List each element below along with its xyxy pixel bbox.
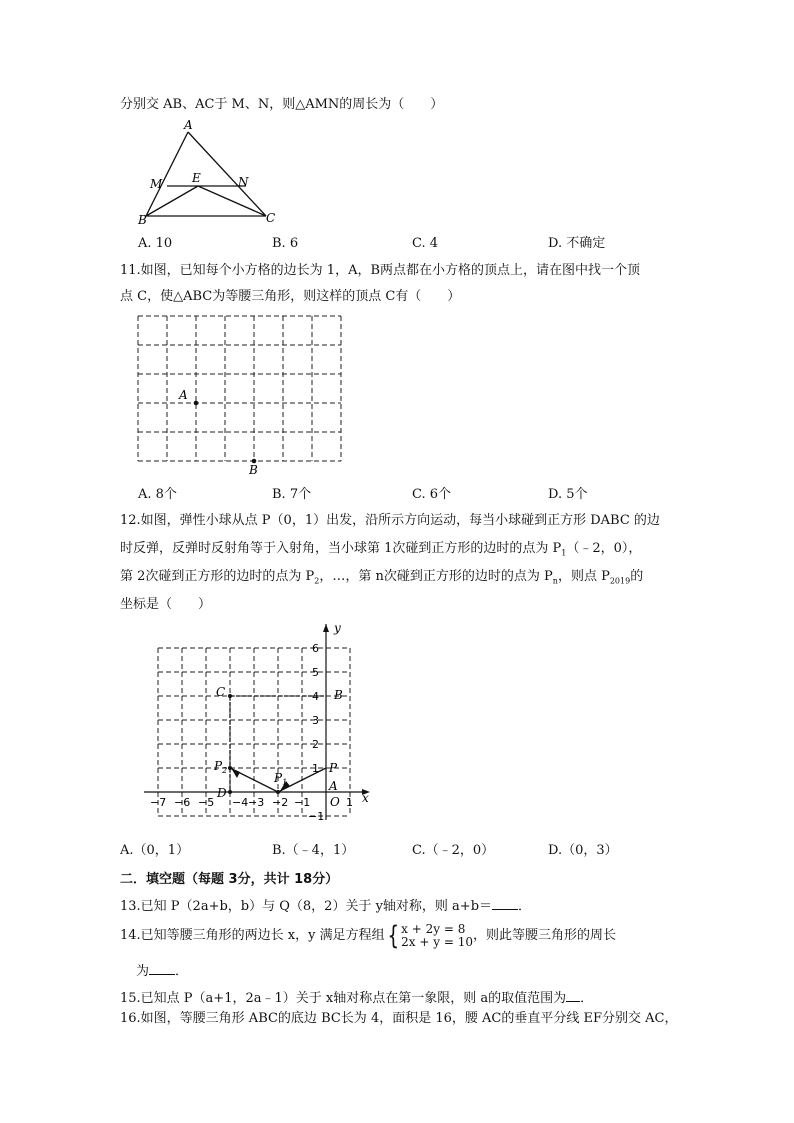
q15 xyxy=(120,989,593,1008)
q12-option-a: A.（0，1） xyxy=(120,843,190,858)
q12-xtick: −1 xyxy=(294,796,311,809)
q12-label-b: B xyxy=(334,688,343,702)
q12-line3-text-d: 的 xyxy=(630,569,644,584)
q10-label-n: N xyxy=(238,175,249,189)
q12-label-p2 xyxy=(213,759,227,775)
q10-option-a: A. 10 xyxy=(138,236,173,251)
q12-line4: 坐标是（ ） xyxy=(120,597,212,612)
q12-line2-coord: （﹣2，0）， xyxy=(566,541,642,556)
q12-ytick: −1 xyxy=(308,810,325,823)
q14-text-b: ，则此等腰三角形的周长 xyxy=(473,928,617,943)
q11-grid-figure xyxy=(138,316,344,478)
q14-line2 xyxy=(136,962,188,981)
q12-xtick: −3 xyxy=(248,796,265,809)
brace-icon: { xyxy=(387,920,399,951)
q13-end: ． xyxy=(518,899,532,914)
q11-option-c: C. 6个 xyxy=(412,487,452,502)
q12-line3-text-b: ，…，第 n次碰到正方形的边时的点为 P xyxy=(319,569,553,584)
q12-ytick: 5 xyxy=(312,666,319,679)
q12-line2 xyxy=(120,540,641,563)
q12-xtick: −4 xyxy=(232,796,249,809)
q10-label-a: A xyxy=(184,118,193,132)
q12-line3-text-a: 第 2次碰到正方形的边时的点为 P xyxy=(120,569,315,584)
q11-option-b: B. 7个 xyxy=(272,487,312,502)
q12-label-p1-text: P xyxy=(274,771,283,785)
q10-label-b: B xyxy=(138,213,147,227)
q14-equation-system xyxy=(385,920,473,951)
q12-line1: 12.如图，弹性小球从点 P（0，1）出发，沿所示方向运动，每当小球碰到正方形 DABC 的边 xyxy=(120,513,660,528)
q10-label-e: E xyxy=(192,171,201,185)
q12-line2-sub: 1 xyxy=(561,548,567,558)
q14-answer-blank[interactable] xyxy=(149,962,175,975)
q12-line3-sub1: 2 xyxy=(314,576,320,586)
q12-xtick: −7 xyxy=(150,796,167,809)
q12-label-p1 xyxy=(273,771,287,787)
q15-text: 15.已知点 P（a+1，2a﹣1）关于 x轴对称点在第一象限，则 a的取值范围为 xyxy=(120,991,567,1006)
q12-xtick: −6 xyxy=(174,796,191,809)
q11-line2: 点 C，使△ABC为等腰三角形，则这样的顶点 C有（ ） xyxy=(120,289,461,304)
q12-xtick: −5 xyxy=(198,796,215,809)
q12-axis-x-label: x xyxy=(362,791,369,805)
q12-line2-text: 时反弹，反弹时反射角等于入射角，当小球第 1次碰到正方形的边时的点为 P xyxy=(120,541,562,556)
q10-label-m: M xyxy=(150,177,163,191)
q16: 16.如图，等腰三角形 ABC的底边 BC长为 4，面积是 16，腰 AC的垂直平分线 EF分别交 AC， xyxy=(120,1011,678,1026)
q12-label-d: D xyxy=(217,786,227,800)
q12-line3-sub3: 2019 xyxy=(609,576,631,586)
q11-point-a xyxy=(194,401,199,406)
q13-answer-blank[interactable] xyxy=(492,897,518,910)
q12-xtick: −2 xyxy=(272,796,289,809)
q10-label-c: C xyxy=(266,211,276,225)
q15-answer-blank[interactable] xyxy=(566,989,580,1002)
q12-label-p2-text: P xyxy=(214,759,223,773)
q15-end: ． xyxy=(580,991,594,1006)
q10-option-d: D. 不确定 xyxy=(548,236,606,251)
q11-option-a: A. 8个 xyxy=(138,487,177,502)
section-title: 二．填空题（每题 3分，共计 18分） xyxy=(120,872,339,887)
q10-option-b: B. 6 xyxy=(272,236,299,251)
q12-label-p2-sub: 2 xyxy=(222,766,228,775)
q13 xyxy=(120,897,531,916)
q12-ytick: 6 xyxy=(312,642,319,655)
q12-axis-y-label: y xyxy=(334,621,341,635)
q12-option-c: C.（﹣2，0） xyxy=(412,843,495,858)
q12-ytick: 3 xyxy=(312,714,319,727)
q12-coordinate-figure xyxy=(140,620,380,830)
q12-option-b: B.（﹣4，1） xyxy=(272,843,355,858)
q14-text-a: 14.已知等腰三角形的两边长 x，y 满足方程组 xyxy=(120,928,385,943)
q12-xtick: 1 xyxy=(346,796,353,809)
q10-option-c: C. 4 xyxy=(412,236,439,251)
q12-ytick: 2 xyxy=(312,738,319,751)
q14-end: ． xyxy=(175,964,189,979)
q12-ytick: 1 xyxy=(312,762,319,775)
q11-line1: 11.如图，已知每个小方格的边长为 1，A，B两点都在小方格的顶点上，请在图中找一个顶 xyxy=(120,263,641,278)
q12-line3 xyxy=(120,568,643,591)
q11-label-a: A xyxy=(179,388,188,402)
q11-label-b: B xyxy=(249,463,258,477)
q12-ytick: 4 xyxy=(312,690,319,703)
q12-label-c: C xyxy=(216,685,226,699)
q12-line3-sub2: n xyxy=(552,576,558,586)
q12-line3-text-c: ，则点 P xyxy=(557,569,610,584)
q14-text-c: 为 xyxy=(136,964,150,979)
q14-eq2: 2x + y = 10 xyxy=(401,934,473,949)
q14-eq1: x + 2y = 8 xyxy=(401,921,466,936)
q11-option-d: D. 5个 xyxy=(548,487,588,502)
q12-origin-label: O xyxy=(330,795,340,809)
q10-stem: 分别交 AB、AC于 M、N，则△AMN的周长为（ ） xyxy=(120,97,444,112)
q13-text: 13.已知 P（2a+b，b）与 Q（8，2）关于 y轴对称，则 a+b＝ xyxy=(120,899,493,914)
q12-label-p1-sub: 1 xyxy=(282,778,288,787)
q14 xyxy=(120,921,616,951)
q12-label-p: P xyxy=(329,761,338,775)
q10-triangle-figure xyxy=(136,118,286,228)
q12-label-a: A xyxy=(329,779,338,793)
q12-option-d: D.（0，3） xyxy=(548,843,618,858)
